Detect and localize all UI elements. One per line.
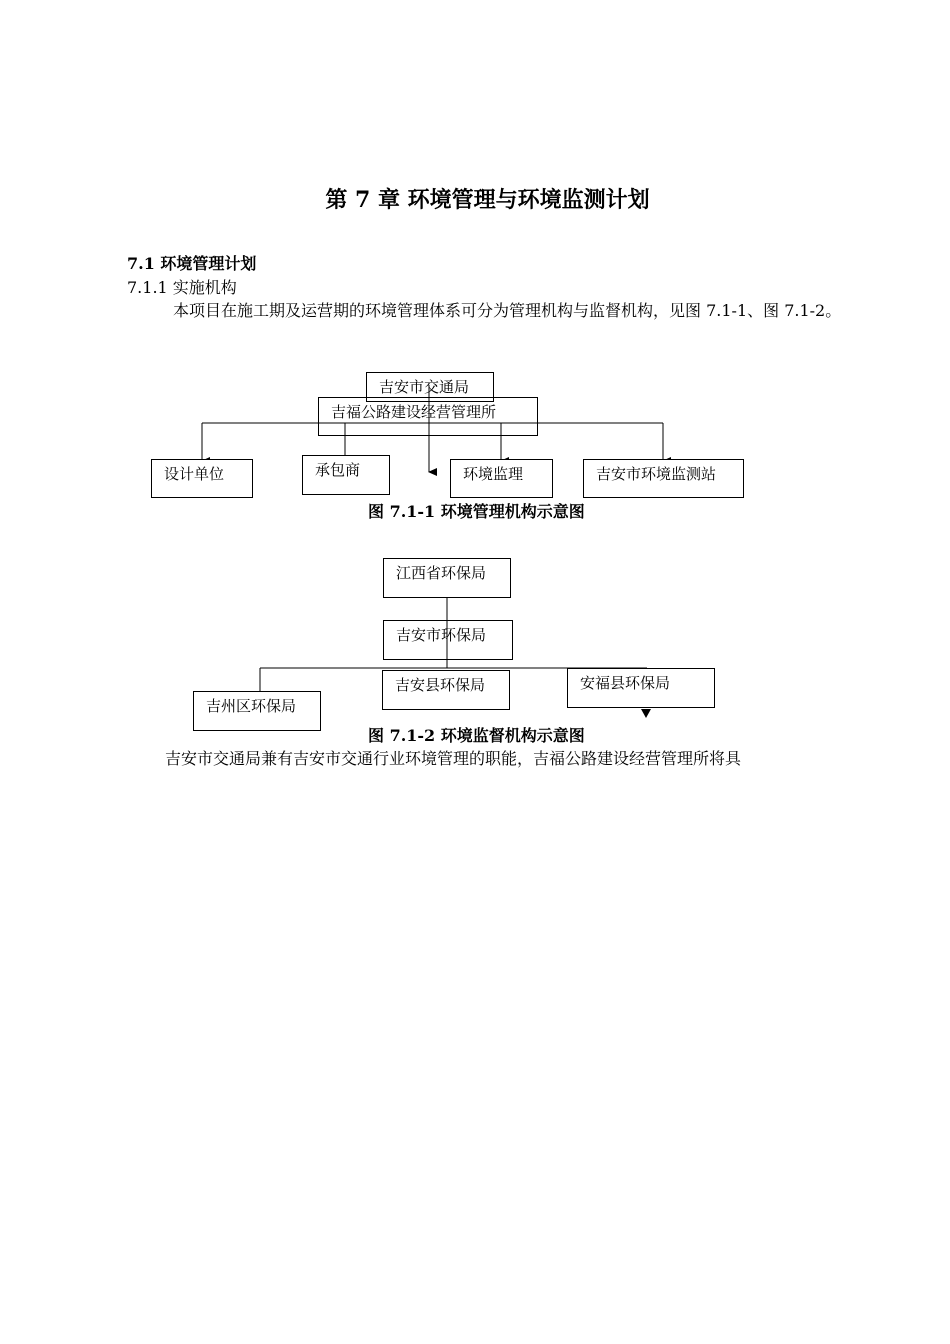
subsection-title: 7.1.1 实施机构 bbox=[127, 278, 237, 297]
closing-paragraph bbox=[117, 747, 857, 771]
closing-paragraph-text: 吉安市交通局兼有吉安市交通行业环境管理的职能，吉福公路建设经营管理所将具 bbox=[165, 749, 742, 768]
figure2-caption: 图 7.1-2 环境监督机构示意图 bbox=[368, 726, 585, 745]
box-jizhou-district-epb: 吉州区环保局 bbox=[193, 691, 321, 731]
box-monitoring-station: 吉安市环境监测站 bbox=[583, 459, 744, 498]
box-jian-city-epb: 吉安市环保局 bbox=[383, 620, 513, 660]
section-title: 7.1 环境管理计划 bbox=[127, 254, 257, 273]
figure1-caption: 图 7.1-1 环境管理机构示意图 bbox=[368, 502, 585, 521]
box-jiangxi-epb: 江西省环保局 bbox=[383, 558, 511, 598]
box-jian-county-epb: 吉安县环保局 bbox=[382, 670, 510, 710]
box-design-unit: 设计单位 bbox=[151, 459, 253, 498]
box-env-supervision: 环境监理 bbox=[450, 459, 553, 498]
box-highway-office: 吉福公路建设经营管理所 bbox=[318, 397, 538, 436]
intro-paragraph-text: 本项目在施工期及运营期的环境管理体系可分为管理机构与监督机构，见图 7.1-1、图 7.1-2。 bbox=[173, 301, 842, 320]
chapter-title: 第 7 章 环境管理与环境监测计划 bbox=[325, 187, 650, 213]
box-anfu-county-epb: 安福县环保局 bbox=[567, 668, 715, 708]
box-contractor: 承包商 bbox=[302, 455, 390, 495]
arrow-head-icon bbox=[641, 709, 651, 718]
box-traffic-bureau: 吉安市交通局 bbox=[366, 372, 494, 402]
